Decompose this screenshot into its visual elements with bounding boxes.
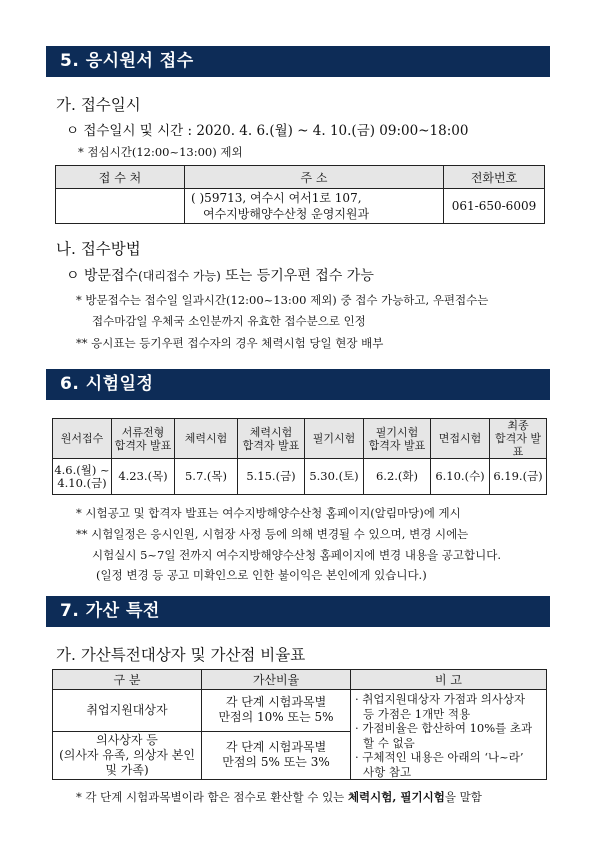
schedule-header-6-line-0: 면접시험 xyxy=(438,432,482,445)
remark-3-line-1: · 구체적인 내용은 아래의 ‘나~라’ xyxy=(355,750,524,764)
schedule-header-5 xyxy=(364,419,431,459)
section-5-header: 5. 응시원서 접수 xyxy=(46,46,550,77)
schedule-date-4-line-0: 5.30.(토) xyxy=(309,469,359,483)
col-header-remarks: 비 고 xyxy=(351,670,547,690)
schedule-date-0-line-0: 4.6.(월) ~ xyxy=(54,462,110,477)
address-line-1: ( )59713, 여수시 여서1로 107, xyxy=(191,191,362,205)
remark-1 xyxy=(355,692,542,721)
schedule-header-1 xyxy=(112,419,175,459)
row2-rate xyxy=(202,731,351,779)
schedule-header-2 xyxy=(175,419,238,459)
schedule-header-6 xyxy=(431,419,490,459)
row1-label: 취업지원대상자 xyxy=(53,690,202,732)
remark-1-line-1: · 취업지원대상자 가점과 의사상자 xyxy=(355,692,526,706)
schedule-header-4-line-0: 필기시험 xyxy=(312,432,356,445)
bonus-table xyxy=(52,669,547,780)
method-proxy: (대리접수 가능) xyxy=(138,269,221,283)
schedule-header-5-line-0: 필기시험 xyxy=(375,425,419,439)
phone-cell: 061-650-6009 xyxy=(444,189,545,224)
schedule-header-7-line-1: 합격자 발표 xyxy=(494,432,541,458)
schedule-date-7 xyxy=(490,459,547,495)
lunch-note: * 점심시간(12:00~13:00) 제외 xyxy=(78,145,243,159)
col-header-address: 주 소 xyxy=(185,166,444,189)
schedule-header-3-line-1: 합격자 발표 xyxy=(242,438,300,452)
schedule-header-1-line-1: 합격자 발표 xyxy=(114,438,172,452)
remark-2-line-2: 할 수 없음 xyxy=(363,735,415,750)
section-7-heading: 가. 가산특전대상자 및 가산점 비율표 xyxy=(56,646,306,664)
col-header-category: 구 분 xyxy=(53,670,202,690)
schedule-date-3 xyxy=(238,459,305,495)
schedule-header-1-line-0: 서류전형 xyxy=(121,425,165,439)
remark-3-line-2: 사항 참고 xyxy=(363,764,412,779)
schedule-date-1 xyxy=(112,459,175,495)
schedule-header-2-line-0: 체력시험 xyxy=(184,432,228,445)
row1-rate xyxy=(202,690,351,732)
col-header-rate: 가산비율 xyxy=(202,670,351,690)
remark-1-line-2: 등 가점은 1개만 적용 xyxy=(363,706,471,721)
method-note-2: ** 응시표는 등기우편 접수자의 경우 체력시험 당일 현장 배부 xyxy=(76,336,384,350)
method-mail: 또는 등기우편 접수 가능 xyxy=(220,268,374,284)
method-bullet xyxy=(66,265,374,285)
section-7-header: 7. 가산 특전 xyxy=(46,596,550,627)
schedule-date-6 xyxy=(431,459,490,495)
remarks-cell xyxy=(351,690,547,780)
schedule-date-7-line-0: 6.19.(금) xyxy=(493,469,543,483)
remark-2 xyxy=(355,721,542,750)
schedule-note-1: * 시험공고 및 합격자 발표는 여수지방해양수산청 홈페이지(알림마당)에 게시 xyxy=(76,506,461,520)
schedule-header-7-line-0: 최종 xyxy=(507,419,529,432)
reception-datetime: ㅇ 접수일시 및 시간 : 2020. 4. 6.(월) ~ 4. 10.(금) 09:00~18:00 xyxy=(66,123,469,139)
schedule-header-0-line-0: 원서접수 xyxy=(60,432,104,445)
schedule-header-5-line-1: 합격자 발표 xyxy=(368,438,426,452)
schedule-header-4 xyxy=(305,419,364,459)
schedule-date-3-line-0: 5.15.(금) xyxy=(246,469,296,483)
schedule-date-4 xyxy=(305,459,364,495)
row2-rate-line-1: 각 단계 시험과목별 xyxy=(225,740,327,755)
row2-label-line-1: 의사상자 등 xyxy=(96,732,158,747)
address-cell xyxy=(185,189,444,224)
schedule-date-5 xyxy=(364,459,431,495)
row2-rate-line-2: 만점의 5% 또는 3% xyxy=(222,755,330,770)
row1-rate-line-1: 각 단계 시험과목별 xyxy=(225,695,327,710)
schedule-date-2-line-0: 5.7.(목) xyxy=(184,469,228,483)
method-visit: ㅇ 방문접수 xyxy=(66,268,139,284)
schedule-date-1-line-0: 4.23.(목) xyxy=(118,469,168,483)
schedule-date-2 xyxy=(175,459,238,495)
schedule-date-5-line-0: 6.2.(화) xyxy=(375,469,419,483)
schedule-header-3-line-0: 체력시험 xyxy=(249,425,293,439)
row1-rate-line-2: 만점의 10% 또는 5% xyxy=(218,710,334,725)
schedule-date-0-line-1: 4.10.(금) xyxy=(57,475,107,490)
row2-label xyxy=(53,731,202,779)
method-note-1a: * 방문접수는 접수일 일과시간(12:00~13:00 제외) 중 접수 가능하고, 우편접수는 xyxy=(76,293,489,307)
address-line-2: 여수지방해양수산청 운영지원과 xyxy=(203,207,370,221)
schedule-note-2a: ** 시험일정은 응시인원, 시험장 사정 등에 의해 변경될 수 있으며, 변경 시에는 xyxy=(76,527,469,541)
schedule-header-7 xyxy=(490,419,547,459)
section-6-header: 6. 시험일정 xyxy=(46,369,550,400)
row2-label-line-3: 및 가족) xyxy=(105,762,149,777)
remark-2-line-1: · 가점비율은 합산하여 10%를 초과 xyxy=(355,721,533,735)
footnote-part-2: 체력시험, 필기시험 xyxy=(347,790,445,804)
schedule-header-0 xyxy=(53,419,112,459)
office-cell xyxy=(56,189,185,224)
reception-table xyxy=(55,165,545,224)
schedule-date-0 xyxy=(53,459,112,495)
row2-label-line-2: (의사자 유족, 의상자 본인 xyxy=(59,747,195,762)
section-5-na-heading: 나. 접수방법 xyxy=(56,240,141,258)
bonus-footnote xyxy=(76,789,482,805)
schedule-note-2b: 시험실시 5~7일 전까지 여수지방해양수산청 홈페이지에 변경 내용을 공고합니다. xyxy=(92,548,501,562)
schedule-date-6-line-0: 6.10.(수) xyxy=(435,469,485,483)
col-header-office: 접 수 처 xyxy=(56,166,185,189)
method-note-1b: 접수마감일 우체국 소인분까지 유효한 접수분으로 인정 xyxy=(92,314,366,328)
schedule-table xyxy=(52,418,547,495)
footnote-part-1: * 각 단계 시험과목별이라 함은 점수로 환산할 수 있는 xyxy=(76,790,348,804)
schedule-note-2c: (일정 변경 등 공고 미확인으로 인한 불이익은 본인에게 있습니다.) xyxy=(96,568,427,582)
remark-3 xyxy=(355,750,542,779)
footnote-part-3: 을 말함 xyxy=(444,790,482,804)
col-header-phone: 전화번호 xyxy=(444,166,545,189)
schedule-header-3 xyxy=(238,419,305,459)
section-5-ga-heading: 가. 접수일시 xyxy=(56,96,141,114)
